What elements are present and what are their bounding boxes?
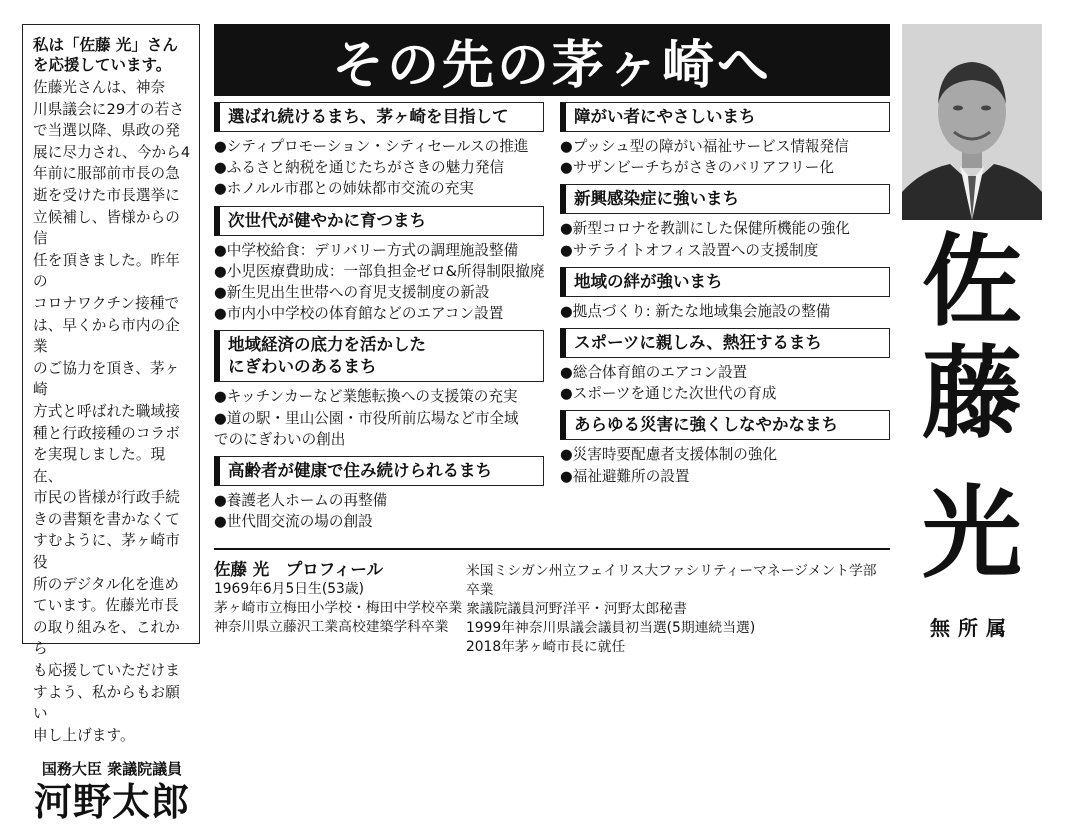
bullet-icon: ● <box>214 241 227 259</box>
bullet-icon: ● <box>560 364 573 382</box>
policy-bullet-text: 市内小中学校の体育館などのエアコン設置 <box>226 305 504 323</box>
candidate-portrait-icon <box>902 24 1042 220</box>
policy-column-left <box>214 102 544 538</box>
policy-bullet-text: 福祉避難所の設置 <box>572 467 690 485</box>
policy-bullet-item <box>214 240 544 261</box>
policy-bullet-item <box>214 386 544 407</box>
policy-bullet-text: ホノルル市郡との姉妹都市交流の充実 <box>226 180 474 198</box>
policy-bullet-item <box>214 408 544 450</box>
policy-section-title: 地域の絆が強いまち <box>560 267 890 297</box>
policy-bullet-text: キッチンカーなど業態転換への支援策の充実 <box>226 388 518 406</box>
policy-bullet-item <box>560 444 890 465</box>
policy-bullet-list <box>560 444 890 486</box>
profile-line: 1969年6月5日生(53歳) <box>214 581 364 597</box>
policy-bullet-text: 新生児出生世帯への育児支援制度の新設 <box>226 284 490 302</box>
policy-section <box>214 456 544 532</box>
endorser-role: 国務大臣 衆議院議員 <box>41 760 183 779</box>
bullet-icon: ● <box>214 305 227 323</box>
bullet-icon: ● <box>560 241 573 259</box>
policy-bullet-item <box>560 301 890 322</box>
policy-bullet-list <box>214 136 544 200</box>
policy-bullet-list <box>214 386 544 450</box>
bullet-icon: ● <box>560 220 573 238</box>
policy-section <box>560 184 890 260</box>
profile-line: 米国ミシガン州立フェイリス大ファシリティーマネージメント学部卒業 <box>466 563 877 598</box>
policy-bullet-text: ふるさと納税を通じたちがさきの魅力発信 <box>226 159 505 177</box>
policy-bullet-text: 総合体育館のエアコン設置 <box>572 364 748 382</box>
policy-bullet-text: 中学校給食：デリバリー方式の調理施設整備 <box>226 241 519 259</box>
policy-bullet-text: 災害時要配慮者支援体制の強化 <box>572 446 778 464</box>
policy-bullet-item <box>214 136 544 157</box>
policy-bullet-item <box>214 303 544 324</box>
bullet-icon: ● <box>214 409 227 427</box>
policy-bullet-item <box>214 282 544 303</box>
policy-section-title: 高齢者が健康で住み続けられるまち <box>214 456 544 486</box>
bullet-icon: ● <box>214 284 227 302</box>
policy-section-title: 地域経済の底力を活かした にぎわいのあるまち <box>214 330 544 382</box>
policy-bullet-text: サザンビーチちがさきのバリアフリー化 <box>572 159 834 177</box>
policy-section <box>560 328 890 404</box>
candidate-name-char: 佐 <box>922 223 1022 340</box>
bullet-icon: ● <box>214 388 227 406</box>
policy-bullet-item <box>214 178 544 199</box>
endorsement-heading: 私は「佐藤 光」さんを応援しています。 <box>33 36 178 74</box>
profile-line: 2018年茅ヶ崎市長に就任 <box>466 639 626 655</box>
profile-section <box>214 548 890 655</box>
policy-section-title: 選ばれ続けるまち、茅ヶ崎を目指して <box>214 102 544 132</box>
bullet-icon: ● <box>560 385 573 403</box>
headline-banner: その先の茅ヶ崎へ <box>214 24 890 96</box>
policy-bullet-item <box>560 383 890 404</box>
policy-bullet-list <box>560 301 890 322</box>
policy-bullet-list <box>214 240 544 325</box>
profile-line: 茅ヶ崎市立梅田小学校・梅田中学校卒業 <box>214 600 463 616</box>
policy-bullet-text: シティプロモーション・シティセールスの推進 <box>226 138 529 155</box>
bullet-icon: ● <box>560 446 573 464</box>
policy-bullet-text: 拠点づくり: 新たな地域集会施設の整備 <box>572 302 831 320</box>
profile-line: 神奈川県立藤沢工業高校建築学科卒業 <box>214 619 449 635</box>
profile-right-list <box>466 562 890 657</box>
bullet-icon: ● <box>214 492 227 510</box>
candidate-photo <box>902 24 1042 220</box>
policy-section-title: あらゆる災害に強くしなやかなまち <box>560 410 890 440</box>
policy-bullet-list <box>214 490 544 532</box>
bullet-icon: ● <box>560 302 573 320</box>
policy-section <box>560 410 890 486</box>
policy-bullet-text: 新型コロナを教訓にした保健所機能の強化 <box>572 220 851 238</box>
candidate-name-char: 光 <box>922 475 1022 592</box>
policy-bullet-item <box>560 362 890 383</box>
policy-bullet-item <box>560 136 890 157</box>
policy-section <box>560 102 890 178</box>
policy-section <box>560 267 890 322</box>
policy-section-title: 新興感染症に強いまち <box>560 184 890 214</box>
policy-bullet-item <box>214 490 544 511</box>
policy-section-title: 障がい者にやさしいまち <box>560 102 890 132</box>
policy-bullet-text: 道の駅・里山公園・市役所前広場など市全域 でのにぎわいの創出 <box>214 409 519 448</box>
policy-bullet-item <box>214 261 544 282</box>
policy-bullet-list <box>560 218 890 260</box>
policy-section <box>214 102 544 200</box>
candidate-name <box>902 223 1042 592</box>
policy-bullet-item <box>560 240 890 261</box>
policy-bullet-list <box>560 362 890 404</box>
policy-section-title: 次世代が健やかに育つまち <box>214 206 544 236</box>
policy-bullet-item <box>560 157 890 178</box>
policy-bullet-item <box>214 511 544 532</box>
bullet-icon: ● <box>214 138 227 155</box>
profile-line: 1999年神奈川県議会議員初当選(5期連続当選) <box>466 620 756 636</box>
policy-column-right <box>560 102 890 493</box>
policy-bullet-text: スポーツを通じた次世代の育成 <box>572 385 777 403</box>
candidate-name-char: 藤 <box>922 335 1022 452</box>
bullet-icon: ● <box>560 159 573 177</box>
bullet-icon: ● <box>214 513 227 531</box>
bullet-icon: ● <box>214 180 227 198</box>
profile-title: 佐藤 光 プロフィール <box>214 560 384 579</box>
policy-bullet-item <box>214 157 544 178</box>
policy-bullet-item <box>560 466 890 487</box>
policy-bullet-text: 世代間交流の場の創設 <box>226 513 373 531</box>
policy-section <box>214 330 544 450</box>
policy-section-title: スポーツに親しみ、熱狂するまち <box>560 328 890 358</box>
bullet-icon: ● <box>560 467 573 485</box>
endorsement-body: 佐藤光さんは、神奈 川県議会に29才の若さ で当選以降、県政の発 展に尽力され、今から4 年前に服部前市長の急 逝を受けた市長選挙に 立候補し、皆様からの信 任を頂きました。昨年の コロナワクチン接種で は、早くから市内の企業 のご協力を頂き、茅ヶ崎 方式と呼ばれた職域接 種と行政接種のコラボ を実現しました。現在、 市民の皆様が行政手続 きの書類を書かなくて すむように、茅ヶ崎市役 所のデジタル化を進め ています。佐藤光市長 の取り組みを、これから も応援していただけま すよう、私からもお願い 申し上げます。 <box>33 79 191 744</box>
bullet-icon: ● <box>214 159 227 177</box>
profile-line: 衆議院議員河野洋平・河野太郎秘書 <box>466 601 687 617</box>
endorsement-box <box>22 24 200 825</box>
policy-section <box>214 206 544 325</box>
bullet-icon: ● <box>214 262 227 280</box>
profile-left-list <box>214 580 462 637</box>
policy-bullet-text: 養護老人ホームの再整備 <box>226 492 388 510</box>
party-affiliation: 無所属 <box>930 616 1014 640</box>
bullet-icon: ● <box>560 138 573 155</box>
endorser-name: 河野太郎 <box>33 780 190 825</box>
policy-bullet-text: プッシュ型の障がい福祉サービス情報発信 <box>572 138 849 155</box>
policy-bullet-list <box>560 136 890 178</box>
policy-bullet-item <box>560 218 890 239</box>
policy-bullet-text: サテライトオフィス設置への支援制度 <box>572 241 819 259</box>
policy-bullet-text: 小児医療費助成：一部負担金ゼロ&所得制限撤廃 <box>226 262 545 280</box>
